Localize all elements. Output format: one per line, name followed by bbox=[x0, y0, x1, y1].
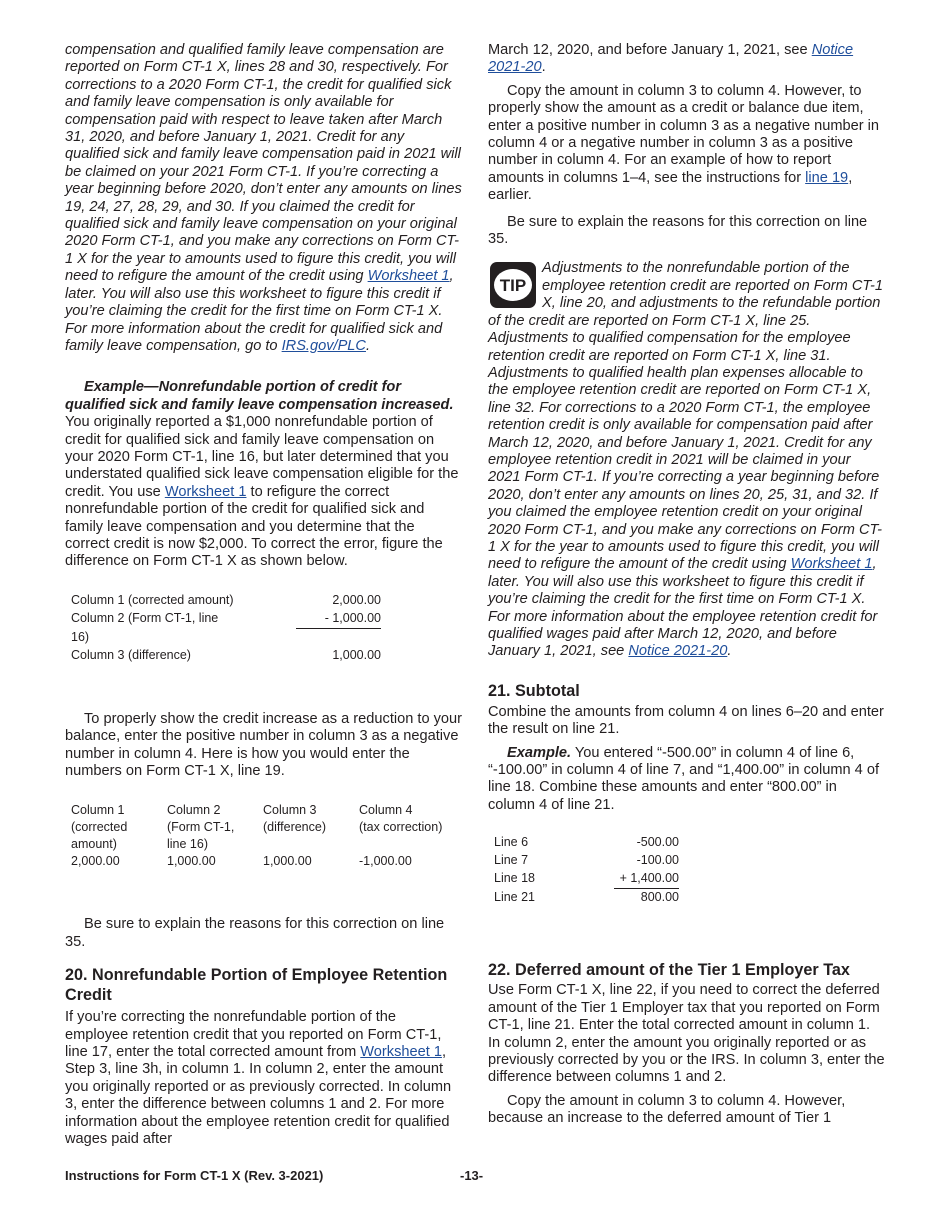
irs-plc-link[interactable]: IRS.gov/PLC bbox=[281, 337, 366, 354]
table-row: Line 7 -100.00 bbox=[494, 853, 679, 868]
section-21-heading: 21. Subtotal bbox=[488, 681, 580, 700]
tip-icon bbox=[490, 262, 536, 308]
worksheet-1-link[interactable]: Worksheet 1 bbox=[367, 268, 450, 285]
sick-leave-credit-paragraph: compensation and qualified family leave compensation are reported on Form CT-1 X, lines 28 and 30, respectively. For corrections to a 2020 Form CT-1, the credit for qualified sick and family leave compensation is only available for compensation paid with respect to leave taken after March 31, 2020, and before January 1, 2021. Credit for any qualified sick and family leave compensation paid in 2021 will be claimed on your 2021 Form CT-1. If you’re correcting a year beginning before 2020, don’t enter any amounts on lines 19, 24, 27, 28, 29, and 30. If you claimed the credit for qualified sick and family leave compensation on your original 2020 Form CT-1, and you make any corrections on Form CT-1 X for the year to amounts used to figure this credit, you will need to refigure the amount of the credit using Worksheet 1, later. You will also use this worksheet to figure this credit if you’re claiming the credit for the first time on Form CT-1 X. For more information about the credit for qualified sick and family leave compensation, go to IRS.gov/PLC. bbox=[65, 42, 462, 354]
table-row: Line 6 -500.00 bbox=[494, 835, 679, 850]
table-row: Column 1 (corrected amount) 2,000.00 bbox=[71, 592, 381, 607]
section-21-example-paragraph: Example. You entered “-500.00” in column 4 of line 6, “-100.00” in column 4 of line 7, and “1,400.00” in column 4 of line 18. Combine these amounts and enter “800.00” in column 4 of line 21. bbox=[488, 744, 880, 813]
explain-reasons-paragraph: Be sure to explain the reasons for this correction on line 35. bbox=[65, 916, 445, 950]
section-21-paragraph: Combine the amounts from column 4 on lines 6–20 and enter the result on line 21. bbox=[488, 703, 884, 738]
right-column bbox=[488, 42, 885, 1128]
four-column-table bbox=[65, 802, 462, 870]
left-column bbox=[65, 42, 462, 1148]
tip-paragraph: Adjustments to the nonrefundable portion of the employee retention credit are reported on Form CT-1 X, line 20, and adjustments to the refundable portion of the credit are reported on Form CT-1 X, line 25. Adjustments to qualified compensation for the employee retention credit are reported on Form CT-1 X, line 31. Adjustments to qualified health plan expenses allocable to the employee retention credit are reported on Form CT-1 X, line 32. For corrections to a 2020 Form CT-1, the employee retention credit is only available for compensation paid after March 12, 2020, and before January 1, 2021. Credit for any employee retention credit in 2021 will be claimed in your 2021 Form CT-1. If you’re correcting a year beginning before 2020, don’t enter any amounts on lines 20, 25, 31, and 32. If you claimed the employee retention credit on your original 2020 Form CT-1, and you make any corrections on Form CT-1 X for the year to amounts used to figure this credit, you will need to refigure the amount of the credit using Worksheet 1, later. You will also use this worksheet to figure this credit if you’re claiming the credit for the first time on Form CT-1 X. For more information about the employee retention credit for qualified wages paid after March 12, 2020, and before January 1, 2021, see Notice 2021-20. bbox=[488, 260, 883, 660]
notice-2021-20-link[interactable]: Notice 2021-20 bbox=[488, 42, 854, 76]
table-column-3: Column 3 (difference) 1,000.00 bbox=[263, 803, 326, 869]
section-22-paragraph: Use Form CT-1 X, line 22, if you need to correct the deferred amount of the Tier 1 Employer tax that you reported on Form CT-1, line 21. Enter the total corrected amount in column 1. In column 2, enter the amount you originally reported or as previously corrected by you or the IRS. In column 3, enter the difference between columns 1 and 2. bbox=[488, 982, 885, 1086]
tip-label: TIP bbox=[499, 276, 527, 296]
example-title: Example—Nonrefundable portion of credit for qualified sick and family leave compensation increased. bbox=[65, 379, 454, 413]
worksheet-1-link[interactable]: Worksheet 1 bbox=[360, 1044, 442, 1061]
line-total-table bbox=[488, 834, 885, 906]
page-number: -13- bbox=[460, 1168, 484, 1183]
explain-reasons-paragraph: Be sure to explain the reasons for this correction on line 35. bbox=[488, 213, 868, 248]
notice-continuation-paragraph: March 12, 2020, and before January 1, 2021, see Notice 2021-20. bbox=[488, 42, 854, 76]
table-column-4: Column 4 (tax correction) -1,000.00 bbox=[359, 803, 443, 869]
tip-block bbox=[488, 260, 885, 660]
line-19-link[interactable]: line 19 bbox=[805, 169, 849, 186]
table-row: Column 3 (difference) 1,000.00 bbox=[71, 648, 381, 663]
worksheet-1-link[interactable]: Worksheet 1 bbox=[790, 556, 873, 573]
column-difference-table bbox=[65, 591, 462, 665]
worksheet-1-link[interactable]: Worksheet 1 bbox=[164, 483, 247, 500]
footer-title: Instructions for Form CT-1 X (Rev. 3-2021) bbox=[65, 1168, 324, 1183]
table-column-1: Column 1 (corrected amount) 2,000.00 bbox=[71, 803, 128, 869]
section-22-heading: 22. Deferred amount of the Tier 1 Employer Tax bbox=[488, 961, 850, 980]
table-row: Line 21 800.00 bbox=[494, 889, 679, 904]
table-row: Column 2 (Form CT-1, line 16) - 1,000.00 bbox=[71, 611, 381, 644]
section-20-heading: 20. Nonrefundable Portion of Employee Retention Credit bbox=[65, 966, 448, 1005]
table-column-2: Column 2 (Form CT-1, line 16) 1,000.00 bbox=[167, 803, 235, 869]
credit-increase-paragraph: To properly show the credit increase as a reduction to your balance, enter the positive number in column 3 as a negative number in column 4. Here is how you would enter the numbers on Form CT-1 X, line 19. bbox=[65, 710, 463, 779]
example-title: Example. bbox=[507, 744, 572, 761]
copy-amount-paragraph: Copy the amount in column 3 to column 4. However, to properly show the amount as a credit or balance due item, enter a positive number in column 3 as a negative number in column 4 or a negative number in column 3 as a positive number in column 4. For an example of how to report amounts in columns 1–4, see the instructions for line 19, earlier. bbox=[488, 82, 880, 204]
example-paragraph: Example—Nonrefundable portion of credit for qualified sick and family leave compensation increased. You originally reported a $1,000 nonrefundable portion of credit for qualified sick and family leave compensation on your 2020 Form CT-1, line 16, but later determined that you understated qualified sick leave compensation eligible for the credit. You use Worksheet 1 to refigure the correct nonrefundable portion of the credit for qualified sick and family leave compensation and you determine that the correct credit is now $2,000. To correct the error, figure the difference on Form CT-1 X as shown below. bbox=[65, 379, 459, 570]
notice-2021-20-link[interactable]: Notice 2021-20 bbox=[628, 643, 728, 660]
table-row: Line 18 + 1,400.00 bbox=[494, 870, 885, 889]
section-20-paragraph: If you’re correcting the nonrefundable portion of the employee retention credit that you reported on Form CT-1, line 17, enter the total corrected amount from Worksheet 1, Step 3, line 3h, in column 1. In column 2, enter the amount you originally reported or as previously corrected. In column 3, enter the difference between columns 1 and 2. For more information about the employee retention credit for qualified wages paid after bbox=[65, 1009, 452, 1148]
section-22-copy-paragraph: Copy the amount in column 3 to column 4. However, because an increase to the deferred amount of Tier 1 bbox=[488, 1092, 846, 1127]
